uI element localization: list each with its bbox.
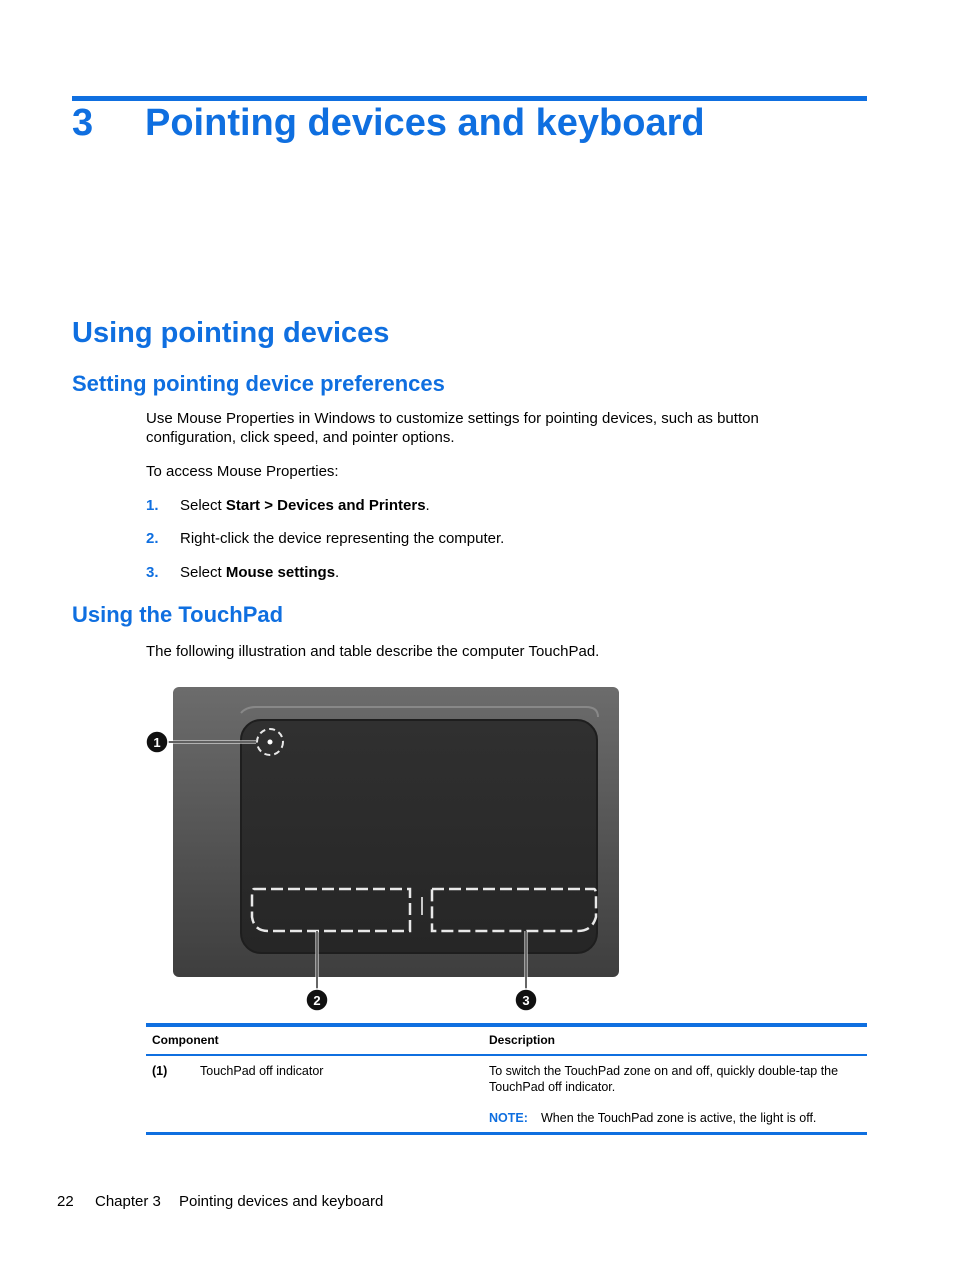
note-label: NOTE: xyxy=(489,1111,528,1125)
table-header-description: Description xyxy=(489,1033,556,1047)
step-number: 3. xyxy=(146,564,159,581)
table-header-component: Component xyxy=(152,1033,219,1047)
preferences-heading: Setting pointing device preferences xyxy=(72,371,445,396)
step-text: Select Start > Devices and Printers. xyxy=(180,497,430,514)
table-top-rule xyxy=(146,1023,867,1027)
touchpad-intro: The following illustration and table describe the computer TouchPad. xyxy=(146,643,600,660)
preferences-intro: Use Mouse Properties in Windows to customize settings for pointing devices, such as button configuration, click speed, and pointer options. xyxy=(146,410,759,446)
callout-2-label: 2 xyxy=(313,993,321,1008)
step-number: 2. xyxy=(146,530,159,547)
chapter-title: Pointing devices and keyboard xyxy=(145,102,705,144)
callout-3-label: 3 xyxy=(522,993,530,1008)
table-row-description: To switch the TouchPad zone on and off, quickly double-tap the TouchPad off indicator. xyxy=(489,1064,839,1094)
preferences-access: To access Mouse Properties: xyxy=(146,463,339,480)
footer-chapter: Chapter 3 xyxy=(95,1193,161,1210)
touchpad-heading: Using the TouchPad xyxy=(72,602,284,627)
table-bottom-rule xyxy=(146,1132,867,1135)
note-text: When the TouchPad zone is active, the light is off. xyxy=(541,1111,817,1125)
step-text: Select Mouse settings. xyxy=(180,564,340,581)
footer-title: Pointing devices and keyboard xyxy=(179,1193,384,1210)
step-text: Right-click the device representing the computer. xyxy=(180,530,505,547)
section-title: Using pointing devices xyxy=(72,317,390,349)
table-header-rule xyxy=(146,1054,867,1056)
chapter-number: 3 xyxy=(72,102,94,144)
touchpad-illustration xyxy=(146,683,626,1013)
footer-page-number: 22 xyxy=(57,1193,74,1210)
step-number: 1. xyxy=(146,497,159,514)
table-row-number: (1) xyxy=(152,1064,168,1078)
touchpad-surface xyxy=(241,720,597,953)
table-row-component: TouchPad off indicator xyxy=(200,1064,324,1078)
callout-1-label: 1 xyxy=(153,735,161,750)
